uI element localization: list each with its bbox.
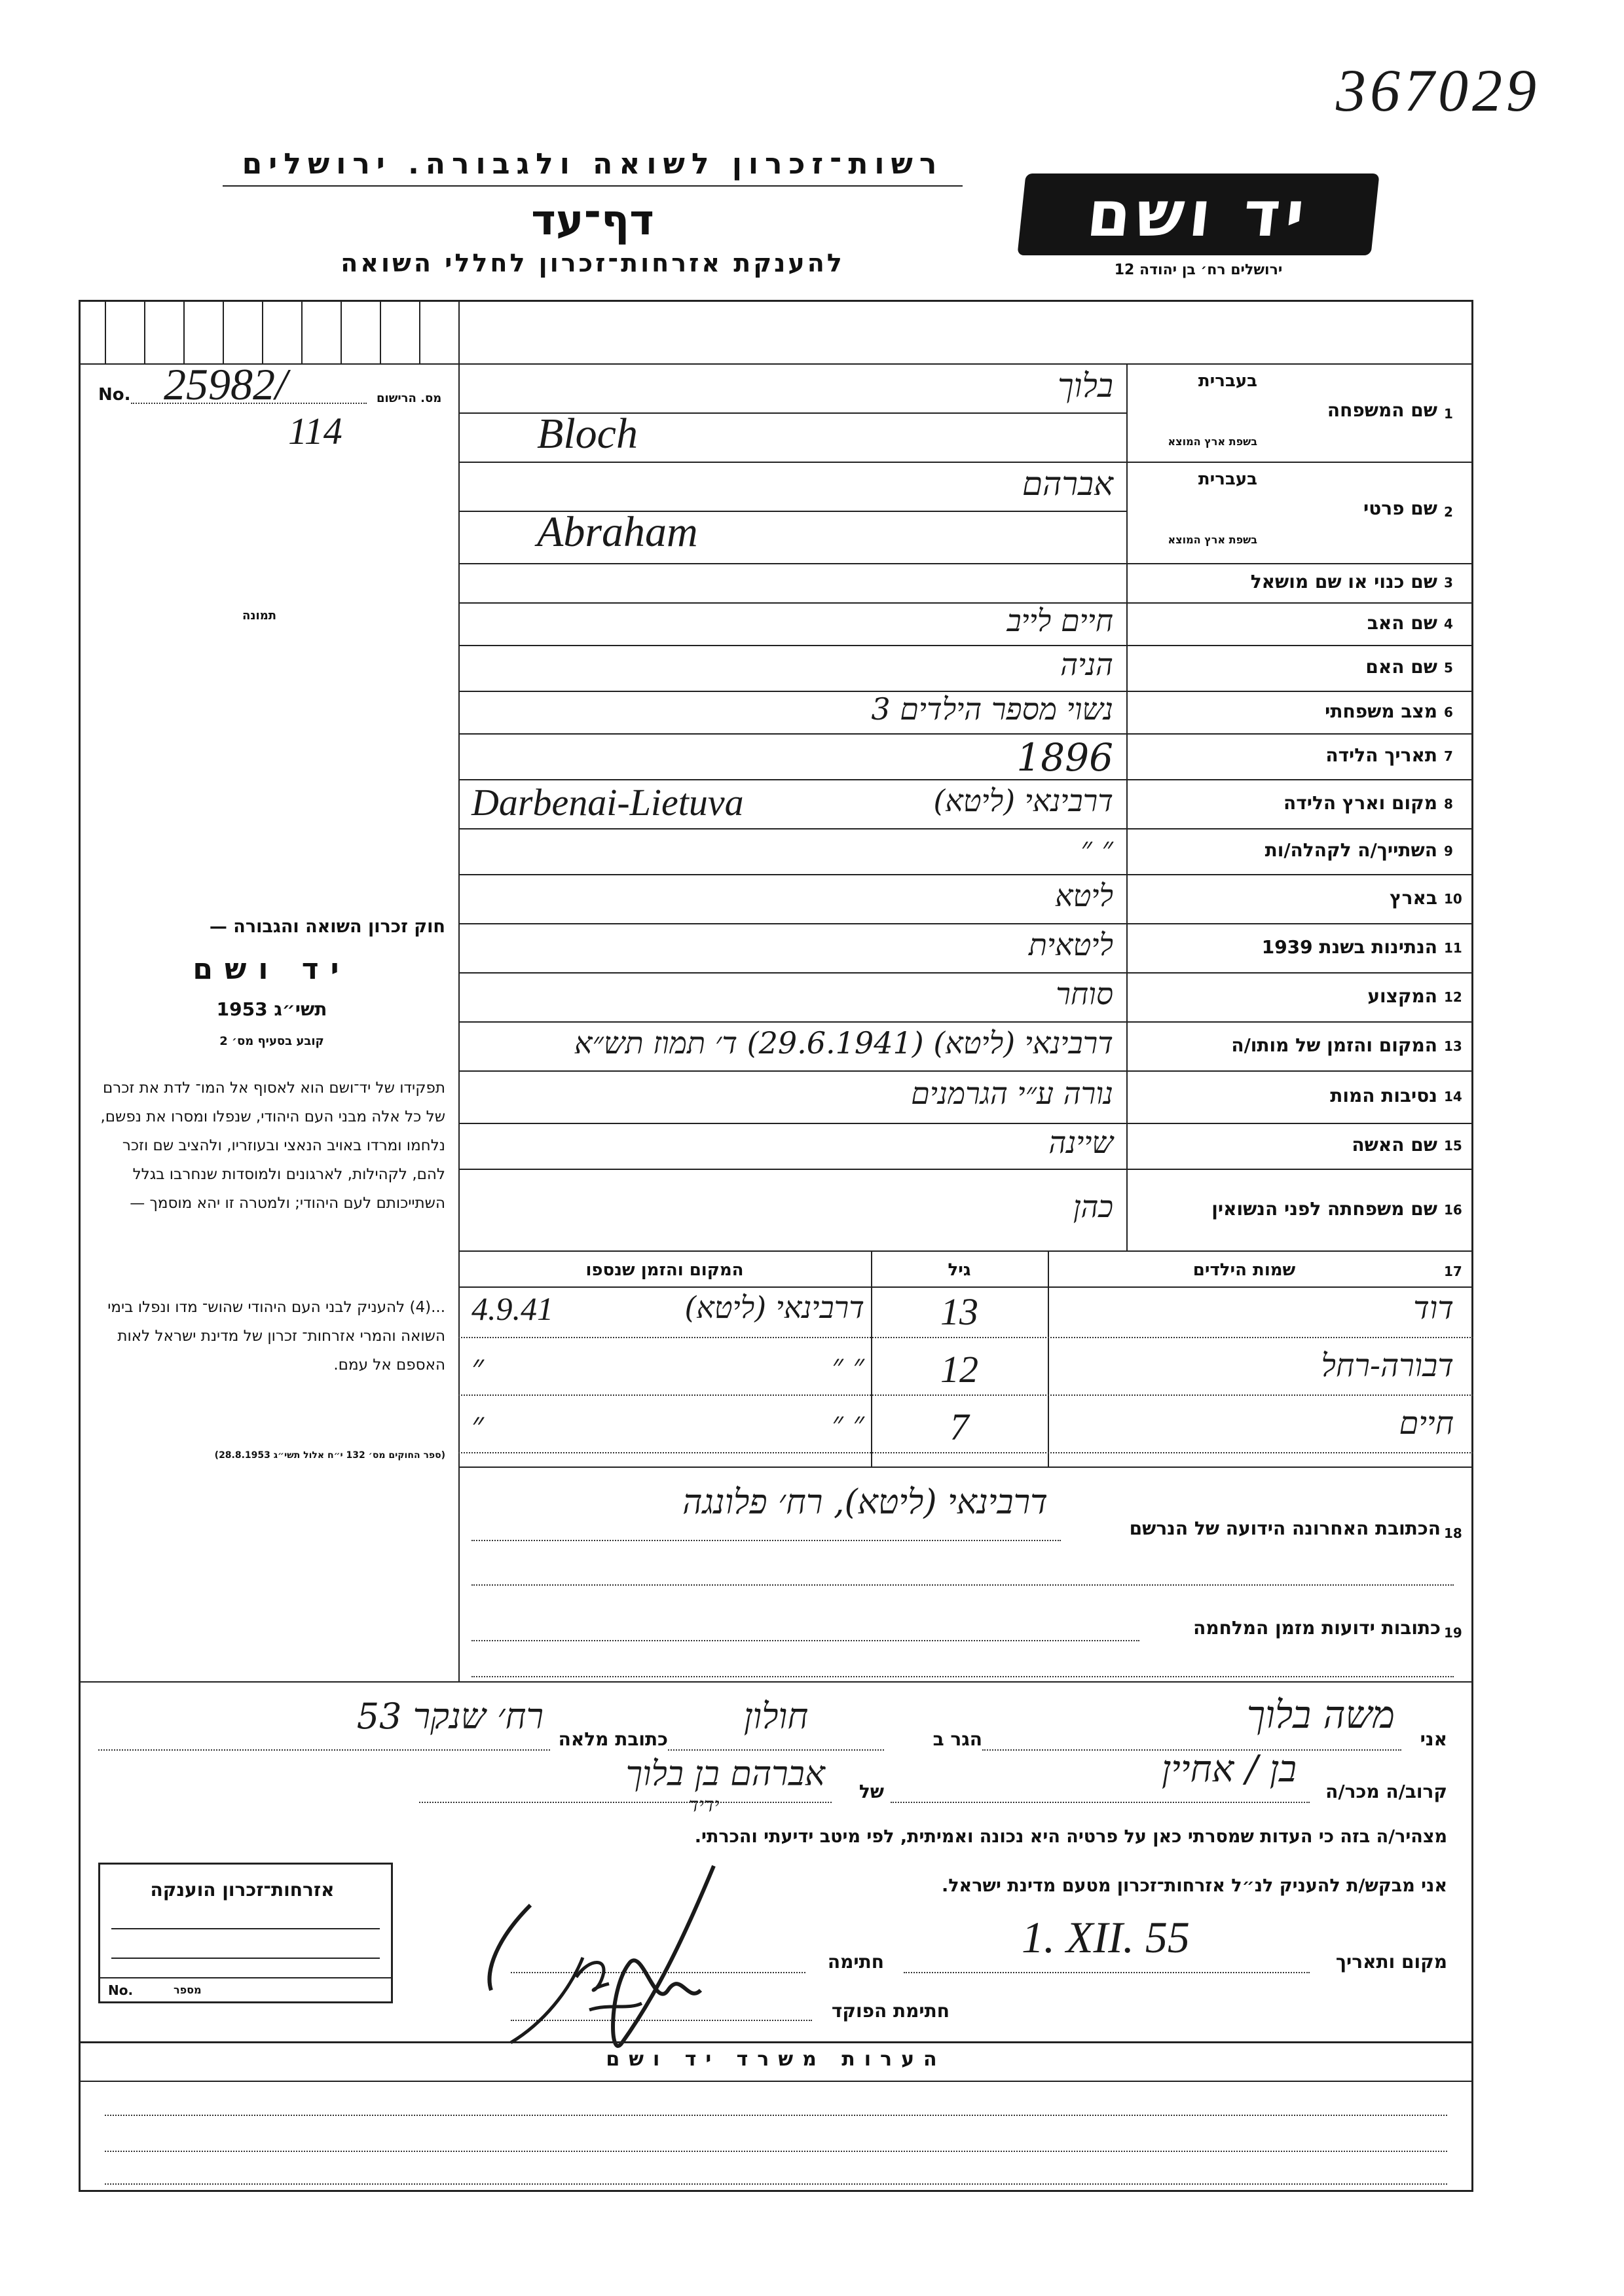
field-label: נסיבות המות (1330, 1085, 1437, 1106)
field-number: 6 (1444, 704, 1453, 720)
field-row-line (458, 923, 1473, 924)
reg-label: מס. הרישום (377, 392, 442, 405)
notes-line-3 (105, 2183, 1447, 2185)
field-label: בארץ (1390, 886, 1437, 909)
field-label: שם האשה (1352, 1134, 1437, 1156)
resident-line (668, 1749, 884, 1751)
child-age: 7 (950, 1406, 969, 1448)
resident-city: חולון (743, 1696, 809, 1737)
photo-label: תמונה (242, 609, 277, 623)
field-value: ליטאית (1028, 926, 1113, 962)
relation-line (891, 1802, 1310, 1803)
child-row-line (458, 1337, 1473, 1338)
field-sublabel-hebrew: בעברית (1198, 469, 1257, 489)
law-org: יד ושם (193, 953, 351, 986)
strip-box-divider (380, 300, 381, 363)
field-value: דרבינאי (ליטא) (933, 782, 1113, 818)
form-title: דף־עד (531, 196, 654, 245)
field-value: שיינה (1048, 1125, 1113, 1160)
field-number: 9 (1444, 843, 1453, 859)
strip-box-divider (223, 300, 224, 363)
field-label: שם משפחתה לפני הנשואין (1211, 1197, 1437, 1220)
notes-line-1 (105, 2115, 1447, 2116)
field-value: נורה ע״י הגרמנים (911, 1076, 1113, 1111)
field19-number: 19 (1444, 1625, 1462, 1641)
field-row-line (458, 1169, 1473, 1170)
yad-vashem-logo (1017, 173, 1379, 255)
child-row-line (458, 1452, 1473, 1453)
grant-no-label: No. (108, 1982, 134, 1998)
field-row-line (458, 972, 1473, 974)
children-number: 17 (1444, 1264, 1462, 1279)
field-label: שם כנוי או שם מושאל (1250, 571, 1437, 592)
strip-box-divider (419, 300, 420, 363)
field18-label: הכתובת האחרונה הידועה של הנרשם (1129, 1518, 1441, 1539)
children-col-names: שמות הילדים (1192, 1260, 1296, 1280)
field-value-hebrew: אברהם (1022, 465, 1113, 503)
field18-value: דרבינאי (ליטא), רח׳ פלונגה (682, 1483, 1048, 1522)
left-column-divider (458, 300, 460, 1681)
top-strip-bottom (79, 363, 1473, 365)
field-row-line (458, 1021, 1473, 1023)
field-number: 8 (1444, 795, 1453, 812)
field-value: ליטא (1055, 877, 1113, 913)
address-label: כתובת מלאה (558, 1728, 668, 1750)
children-col-divider-2 (1048, 1250, 1049, 1467)
declaration-top-line (79, 1681, 1473, 1683)
officer-label: חתימת הפוקד (831, 2000, 950, 2022)
address-value: רח׳ שנקר 53 (356, 1696, 544, 1737)
field-row-line (458, 1123, 1473, 1124)
law-text: תפקידו של יד־ושם הוא לאסוף אל המו־ לדת את זכרם של כל אלה מבני העם היהודי, שנפלו ומסרו את נפשם, נלחמו ומרדו באויב הנאצי ובעוזריו, ולהציב שם וזכר להם, לקהילות, לארגונים ולמוסדות שנחרבו בגלל השתייכותם לעם היהודי; ולמטרה זו יהא מוסמך — (100, 1080, 445, 1212)
field19-line (471, 1640, 1139, 1641)
authority-heading: רשות־זכרון לשואה ולגבורה. ירושלים (242, 147, 944, 181)
registration-sub-number: 114 (288, 410, 342, 452)
field-value: הניה (1060, 647, 1113, 682)
field-number: 16 (1444, 1201, 1462, 1218)
law-title: חוק זכרון השואה והגבורה — (209, 917, 445, 937)
registration-number: 25982/ (164, 359, 287, 409)
logo-address: ירושלים רח׳ בן יהודה 12 (1114, 262, 1283, 278)
relation-label: קרוב/ה מכר/ה (1325, 1781, 1447, 1802)
form-subtitle: להענקת אזרחות־זכרון לחללי השואה (341, 249, 845, 278)
field-label: שם המשפחה (1327, 399, 1437, 421)
child-name: דוד (1413, 1290, 1454, 1326)
child-date: ״ (471, 1348, 484, 1385)
declarant-name: משה בלוך (1246, 1692, 1395, 1737)
field-value: חיים לייב (1006, 602, 1113, 638)
children-col-age: גיל (948, 1260, 971, 1280)
grant-number-label: מספר (174, 1984, 202, 1996)
of-note: ידיד (688, 1794, 720, 1817)
grant-line-1 (111, 1928, 380, 1929)
relation-value: בן / אחיין (1161, 1748, 1297, 1791)
field-sublabel-hebrew: בעברית (1198, 371, 1257, 391)
field-number: 3 (1444, 575, 1453, 591)
field-number: 12 (1444, 989, 1462, 1005)
strip-box-divider (341, 300, 342, 363)
field-label: המקצוע (1367, 985, 1437, 1007)
strip-box-divider (183, 300, 185, 363)
office-notes-top (79, 2041, 1473, 2043)
children-col-place: המקום והזמן שנספו (585, 1260, 744, 1280)
field-value-latin: Bloch (537, 410, 638, 458)
field-number: 15 (1444, 1138, 1462, 1154)
field-label: השתייך/ה לקהלה/ות (1264, 839, 1437, 861)
logo-text: יד ושם (1083, 177, 1314, 251)
child-date: 4.9.41 (471, 1290, 553, 1327)
field-row-line (458, 1070, 1473, 1072)
authority-underline (223, 185, 963, 187)
child-row-line (458, 1394, 1473, 1396)
child-place: ״ ״ (832, 1347, 864, 1383)
no-label: No. (98, 385, 131, 405)
field-row-line (458, 828, 1473, 829)
field-label: המקום והזמן של מותו/ה (1231, 1034, 1437, 1056)
field-row-line (458, 645, 1473, 646)
of-value: אברהם בן בלוך (625, 1755, 825, 1794)
field-value: ״ ״ (1080, 830, 1113, 866)
field-label: שם האם (1365, 656, 1437, 678)
field-row-line (458, 563, 1473, 564)
field18-line (471, 1540, 1061, 1541)
strip-box-divider (262, 300, 263, 363)
strip-box-divider (105, 300, 106, 363)
field-number: 4 (1444, 615, 1453, 632)
child-place: דרבינאי (ליטא) (684, 1290, 864, 1325)
field-number: 10 (1444, 890, 1462, 907)
strip-box-divider (301, 300, 303, 363)
children-top-line (458, 1250, 1473, 1252)
child-age: 13 (940, 1290, 978, 1333)
child-name: חיים (1399, 1405, 1454, 1442)
strip-box-divider (144, 300, 145, 363)
label-column-divider (1126, 363, 1128, 1250)
grant-title: אזרחות־זכרון הוענקה (150, 1879, 335, 1901)
child-date: ״ (471, 1406, 484, 1442)
children-header-line (458, 1286, 1473, 1288)
field-value: סוחר (1056, 975, 1113, 1011)
ani-label: אני (1420, 1728, 1447, 1750)
field19-label: כתובות ידועות מזמן המלחמה (1193, 1617, 1441, 1639)
field18-number: 18 (1444, 1525, 1462, 1541)
field-value-latin: Abraham (537, 508, 698, 556)
field-number: 13 (1444, 1038, 1462, 1054)
field18-line-2 (471, 1584, 1454, 1586)
field-number: 1 (1444, 406, 1453, 422)
field-value-hebrew: בלוך (1058, 367, 1113, 405)
field-label: שם האב (1367, 611, 1437, 634)
field-row-line (458, 874, 1473, 875)
office-notes-header-line (79, 2081, 1473, 2082)
field-label: הנתינות בשנת 1939 (1261, 936, 1437, 958)
declaration-statement: מצהיר/ה בזה כי העדות שמסרתי כאן על פרטיה היא נכונה ואמיתית, לפי מיטב ידיעתי והכרתי. (694, 1827, 1447, 1847)
field-number: 5 (1444, 660, 1453, 676)
field-number: 7 (1444, 748, 1453, 764)
children-bottom-line (458, 1467, 1473, 1468)
resident-label: הגר ב (932, 1728, 982, 1750)
field-number: 2 (1444, 504, 1453, 520)
field-value: נשוי מספר הילדים 3 (871, 691, 1113, 727)
field-label: מצב משפחתי (1325, 700, 1437, 722)
child-name: דבורה-רחל (1321, 1347, 1454, 1384)
field-label: שם פרטי (1363, 498, 1437, 519)
law-text-2: ...(4) להעניק לבני העם היהודי שהוש־ מדו ונפלו בימי השואה והמרי אזרחות־ זכרון של מדינת ישראל לאות האספם אל עמם. (107, 1299, 445, 1374)
field-sublabel-origin: בשפת ארץ המוצא (1168, 534, 1257, 546)
notes-line-2 (105, 2151, 1447, 2152)
law-footnote: (ספר החוקים מס׳ 132 י״ח אלול תשי״ג 28.8.1953) (214, 1450, 445, 1461)
child-place: ״ ״ (832, 1405, 864, 1440)
office-notes-title: הערות משרד יד ושם (606, 2048, 946, 2071)
field-label: תאריך הלידה (1325, 744, 1437, 766)
place-date-label: מקום ותאריך (1335, 1951, 1447, 1973)
grant-line-2 (111, 1958, 380, 1959)
signature-label: חתימה (827, 1951, 884, 1973)
field-value: 1896 (1016, 735, 1113, 780)
field-value: דרבינאי (ליטא) (29.6.1941) ד׳ תמוז תש״א (574, 1025, 1113, 1061)
field19-line-2 (471, 1676, 1454, 1677)
of-label: של (858, 1781, 884, 1802)
field-number: 11 (1444, 939, 1462, 956)
law-clause: קובע בסעיף מס׳ 2 (219, 1034, 324, 1048)
archive-number: 367029 (1336, 57, 1540, 124)
field-row-line (458, 733, 1473, 735)
field-value: כהן (1073, 1188, 1113, 1224)
grant-line-3 (98, 1977, 393, 1978)
place-date-value: 1. XII. 55 (1022, 1912, 1190, 1962)
place-date-line (904, 1972, 1310, 1973)
field-value-latin: Darbenai-Lietuva (471, 781, 744, 824)
field-number: 14 (1444, 1089, 1462, 1104)
field-row-line (458, 462, 1473, 463)
child-age: 12 (940, 1348, 978, 1391)
address-line (98, 1749, 550, 1751)
law-year: תשי״ג 1953 (216, 998, 327, 1020)
field-sublabel-origin: בשפת ארץ המוצא (1168, 435, 1257, 448)
declaration-request: אני מבקש/ת להעניק לנ״ל אזרחות־זכרון מטעם מדינת ישראל. (941, 1876, 1447, 1896)
signature-scribble (458, 1794, 799, 2082)
field-label: מקום וארץ הלידה (1283, 792, 1437, 814)
